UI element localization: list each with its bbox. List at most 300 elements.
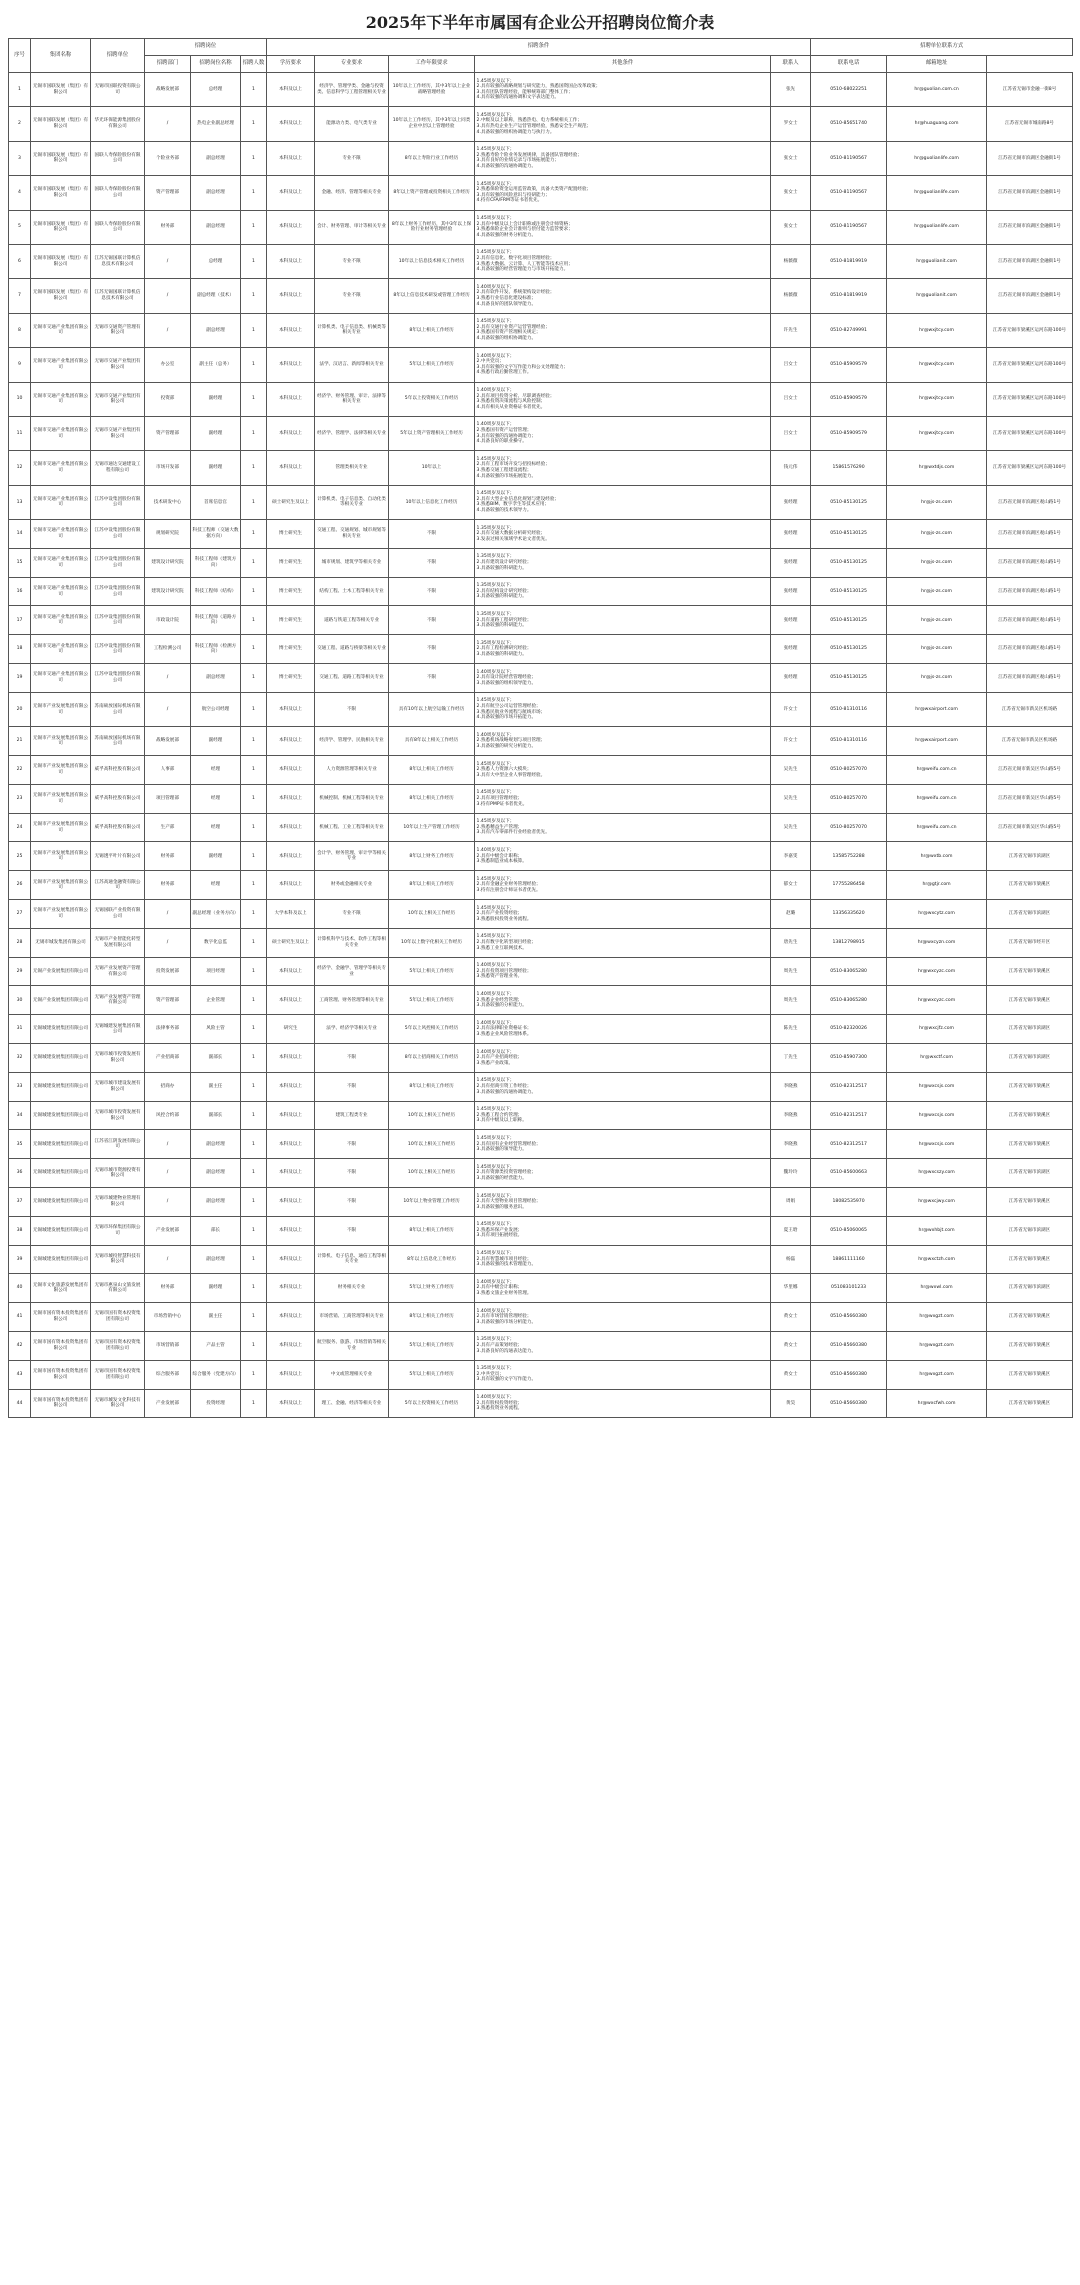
cell-unit: 无锡市国有资本投资集团有限公司 xyxy=(91,1360,145,1389)
cell-contact: 张女士 xyxy=(771,176,811,210)
cell-unit: 无锡市城市投资发展有限公司 xyxy=(91,1044,145,1073)
table-row xyxy=(9,900,1073,929)
other-condition-line: 2.具有建筑设计研究经验； xyxy=(476,559,532,565)
other-condition-line: 2.具有工程市场开发与招投标经验； xyxy=(476,462,550,468)
cell-phone: 13585752288 xyxy=(811,842,887,871)
cell-addr: 江苏省无锡市经开区 xyxy=(987,928,1073,957)
cell-contact: 吕女士 xyxy=(771,348,811,382)
cell-addr: 江苏省无锡市滨湖区金融街1号 xyxy=(987,141,1073,175)
cell-no: 29 xyxy=(9,957,31,986)
other-condition-line: 3.具备较强的科研能力。 xyxy=(476,594,527,600)
table-row xyxy=(9,244,1073,278)
cell-group: 无锡城建发展集团有限公司 xyxy=(31,1044,91,1073)
cell-major: 城市规划、建筑学等相关专业 xyxy=(315,548,389,577)
cell-work: 10年以上 xyxy=(389,451,475,485)
cell-work: 8年以上招商相关工作经历 xyxy=(389,1044,475,1073)
cell-unit: 国联人寿保险股份有限公司 xyxy=(91,176,145,210)
other-condition-line: 3.熟悉行业信息化建设标准； xyxy=(476,296,537,302)
cell-edu: 本科及以上 xyxy=(267,727,315,756)
cell-contact: 魏玲玲 xyxy=(771,1159,811,1188)
cell-edu: 博士研究生 xyxy=(267,664,315,693)
cell-major: 工商管理、财务管理等相关专业 xyxy=(315,986,389,1015)
cell-unit: 江苏中设集团股份有限公司 xyxy=(91,485,145,519)
other-condition-line: 3.具备较强的经营能力。 xyxy=(476,1175,527,1181)
cell-unit: 无锡市通达交通建设工程有限公司 xyxy=(91,451,145,485)
cell-major: 建筑工程类专业 xyxy=(315,1101,389,1130)
cell-post: 副主任 xyxy=(191,1303,241,1332)
cell-major: 专业不限 xyxy=(315,279,389,313)
other-condition-line: 2.中级及以上职称，熟悉热电、电力系统相关工作； xyxy=(476,118,582,124)
cell-post: 副总经理（业务方向） xyxy=(191,900,241,929)
cell-major: 专业不限 xyxy=(315,244,389,278)
cell-phone: 0510-85909579 xyxy=(811,382,887,416)
cell-edu: 本科及以上 xyxy=(267,1303,315,1332)
cell-dept: 资产管理部 xyxy=(145,416,191,450)
cell-phone: 0510-82312517 xyxy=(811,1072,887,1101)
cell-dept: 项目管理部 xyxy=(145,784,191,813)
cell-edu: 本科及以上 xyxy=(267,1130,315,1159)
other-condition-line: 3.具备较强的研究分析能力。 xyxy=(476,743,537,749)
cell-num: 1 xyxy=(241,900,267,929)
cell-contact: 杨薇薇 xyxy=(771,279,811,313)
cell-num: 1 xyxy=(241,1331,267,1360)
cell-major: 理工、金融、经济等相关专业 xyxy=(315,1389,389,1418)
cell-dept: 投资部 xyxy=(145,382,191,416)
cell-major: 不限 xyxy=(315,692,389,726)
cell-num: 1 xyxy=(241,784,267,813)
cell-email: hr@wxairport.com xyxy=(887,727,987,756)
cell-major: 经济学、金融学、管理学等相关专业 xyxy=(315,957,389,986)
cell-work: 8年以上相关工作经历 xyxy=(389,313,475,347)
cell-post: 科技工程师（道路方向） xyxy=(191,606,241,635)
cell-phone: 0510-85660380 xyxy=(811,1331,887,1360)
table-row xyxy=(9,451,1073,485)
cell-major: 市场营销、工商管理等相关专业 xyxy=(315,1303,389,1332)
cell-major: 计算机类、电子信息类、自动化类等相关专业 xyxy=(315,485,389,519)
cell-unit: 苏南硕放国际机场有限公司 xyxy=(91,727,145,756)
cell-other xyxy=(475,279,771,313)
cell-other xyxy=(475,520,771,549)
other-condition-line: 3.持有注册会计师证书者优先。 xyxy=(476,887,541,893)
cell-unit: 江苏中设集团股份有限公司 xyxy=(91,664,145,693)
cell-group: 无锡市国联发展（集团）有限公司 xyxy=(31,279,91,313)
other-condition-line: 3.熟悉工业互联网技术。 xyxy=(476,945,527,951)
cell-addr: 江苏省无锡市滨湖区观山路1号 xyxy=(987,664,1073,693)
other-condition-line: 2.具有设计院经营管理经验； xyxy=(476,675,537,681)
cell-unit: 江苏中设集团股份有限公司 xyxy=(91,520,145,549)
cell-work: 5年以上相关工作经历 xyxy=(389,986,475,1015)
cell-phone: 0510-85130125 xyxy=(811,485,887,519)
other-condition-line: 1.40周岁及以下； xyxy=(476,669,515,675)
cell-unit: 华光环保能源集团股份有限公司 xyxy=(91,107,145,141)
page-title: 2025年下半年市属国有企业公开招聘岗位简介表 xyxy=(365,13,715,32)
other-condition-line: 1.40周岁及以下； xyxy=(476,847,515,853)
cell-num: 1 xyxy=(241,957,267,986)
cell-email: hr@js-zs.com xyxy=(887,485,987,519)
cell-phone: 0510-81310116 xyxy=(811,727,887,756)
cell-edu: 博士研究生 xyxy=(267,548,315,577)
cell-other xyxy=(475,107,771,141)
cell-edu: 本科及以上 xyxy=(267,1331,315,1360)
cell-phone: 13812798915 xyxy=(811,928,887,957)
cell-major: 能源动力类、电气类专业 xyxy=(315,107,389,141)
cell-no: 3 xyxy=(9,141,31,175)
cell-num: 1 xyxy=(241,1101,267,1130)
other-condition-line: 2.具有资源类投资管理经验； xyxy=(476,1170,537,1176)
other-condition-line: 2.具有信息化、数字化项目管理经验； xyxy=(476,256,555,262)
cell-phone: 0510-80257070 xyxy=(811,813,887,842)
cell-num: 1 xyxy=(241,1188,267,1217)
cell-edu: 本科及以上 xyxy=(267,313,315,347)
cell-no: 27 xyxy=(9,900,31,929)
cell-unit: 无锡城建发展集团有限公司 xyxy=(91,1015,145,1044)
other-condition-line: 2.具有中级会计职称； xyxy=(476,1285,523,1291)
cell-no: 9 xyxy=(9,348,31,382)
cell-num: 1 xyxy=(241,416,267,450)
other-condition-line: 1.40周岁及以下； xyxy=(476,963,515,969)
cell-no: 42 xyxy=(9,1331,31,1360)
cell-dept: / xyxy=(145,1159,191,1188)
header-other: 其他条件 xyxy=(475,56,771,73)
cell-unit: 江苏高通金融资有限公司 xyxy=(91,871,145,900)
other-condition-line: 1.45周岁及以下； xyxy=(476,790,515,796)
cell-other xyxy=(475,1245,771,1274)
cell-other xyxy=(475,664,771,693)
cell-no: 4 xyxy=(9,176,31,210)
cell-group: 无锡市国有资本投资集团有限公司 xyxy=(31,1331,91,1360)
cell-num: 1 xyxy=(241,813,267,842)
cell-major: 会计、财务管理、审计等相关专业 xyxy=(315,210,389,244)
other-condition-line: 3.熟悉民航业务流程与航线市场； xyxy=(476,709,546,715)
other-condition-line: 1.35周岁及以下； xyxy=(476,1366,515,1372)
cell-unit: 威孚高科控股有限公司 xyxy=(91,813,145,842)
cell-num: 1 xyxy=(241,928,267,957)
cell-num: 1 xyxy=(241,727,267,756)
cell-group: 无锡市交通产业集团有限公司 xyxy=(31,664,91,693)
cell-other xyxy=(475,1216,771,1245)
cell-contact: 李嘉雯 xyxy=(771,842,811,871)
cell-email: hr@wxcsjs.com xyxy=(887,1072,987,1101)
cell-dept: 市场开发部 xyxy=(145,451,191,485)
cell-dept: 财务部 xyxy=(145,1274,191,1303)
cell-other xyxy=(475,692,771,726)
cell-num: 1 xyxy=(241,1360,267,1389)
cell-dept: 生产部 xyxy=(145,813,191,842)
cell-dept: 资产管理部 xyxy=(145,176,191,210)
other-condition-line: 3.具备较强的服务意识。 xyxy=(476,1204,527,1210)
other-condition-line: 3.熟悉BIM、数字孪生等技术应用； xyxy=(476,502,550,508)
cell-num: 1 xyxy=(241,548,267,577)
cell-no: 12 xyxy=(9,451,31,485)
cell-dept: / xyxy=(145,107,191,141)
cell-contact: 黄女士 xyxy=(771,1360,811,1389)
other-condition-line: 3.熟悉投资业务流程。 xyxy=(476,1406,523,1412)
cell-num: 1 xyxy=(241,1072,267,1101)
cell-group: 无锡市产业发展集团有限公司 xyxy=(31,842,91,871)
cell-edu: 本科及以上 xyxy=(267,1159,315,1188)
cell-num: 1 xyxy=(241,1015,267,1044)
cell-contact: 吴先生 xyxy=(771,784,811,813)
other-condition-line: 3.具备较强的科研能力。 xyxy=(476,623,527,629)
cell-major: 不限 xyxy=(315,1044,389,1073)
cell-edu: 本科及以上 xyxy=(267,1072,315,1101)
other-condition-line: 1.40周岁及以下； xyxy=(476,1395,515,1401)
cell-edu: 本科及以上 xyxy=(267,784,315,813)
cell-work: 8年以上相关工作经历 xyxy=(389,784,475,813)
other-condition-line: 2.具有大型企业信息化规划与建设经验； xyxy=(476,496,560,502)
cell-num: 1 xyxy=(241,1389,267,1418)
cell-no: 2 xyxy=(9,107,31,141)
other-condition-line: 1.45周岁及以下； xyxy=(476,216,515,222)
table-row xyxy=(9,957,1073,986)
other-condition-line: 1.45周岁及以下； xyxy=(476,112,515,118)
cell-major: 专业不限 xyxy=(315,900,389,929)
other-condition-line: 2.具有软件开发、系统架构设计经验； xyxy=(476,290,555,296)
other-condition-line: 1.40周岁及以下； xyxy=(476,1308,515,1314)
cell-dept: / xyxy=(145,1130,191,1159)
cell-addr: 江苏省无锡市滨湖区 xyxy=(987,1044,1073,1073)
table-row xyxy=(9,784,1073,813)
cell-no: 17 xyxy=(9,606,31,635)
cell-work: 5年以上资产管理相关工作经历 xyxy=(389,416,475,450)
cell-group: 无锡市产业发展集团有限公司 xyxy=(31,727,91,756)
table-body xyxy=(9,73,1073,1418)
cell-post: 企业管理 xyxy=(191,986,241,1015)
cell-other xyxy=(475,210,771,244)
other-condition-line: 2.熟悉企业经营管理； xyxy=(476,997,523,1003)
cell-group: 无锡市国联发展（集团）有限公司 xyxy=(31,176,91,210)
other-condition-line: 2.具有国有企业经营管理经验； xyxy=(476,1141,541,1147)
cell-work: 不限 xyxy=(389,577,475,606)
cell-phone: 0510-82320026 xyxy=(811,1015,887,1044)
other-condition-line: 1.35周岁及以下； xyxy=(476,611,515,617)
other-condition-line: 1.45周岁及以下； xyxy=(476,905,515,911)
cell-contact: 李晓燕 xyxy=(771,1130,811,1159)
cell-num: 1 xyxy=(241,986,267,1015)
cell-phone: 0510-85660380 xyxy=(811,1389,887,1418)
cell-email: hr@wxcytz.com xyxy=(887,900,987,929)
cell-work: 5年以上相关工作经历 xyxy=(389,1360,475,1389)
cell-addr: 江苏省无锡市滨湖区观山路1号 xyxy=(987,485,1073,519)
cell-other xyxy=(475,900,771,929)
cell-work: 8年以上信息化工作经历 xyxy=(389,1245,475,1274)
cell-contact: 张经理 xyxy=(771,485,811,519)
cell-no: 44 xyxy=(9,1389,31,1418)
cell-unit: 江苏无锡国联计算机信息技术有限公司 xyxy=(91,279,145,313)
cell-phone: 051083101233 xyxy=(811,1274,887,1303)
cell-unit: 无锡市环保集团有限公司 xyxy=(91,1216,145,1245)
table-row xyxy=(9,871,1073,900)
cell-major: 金融、经济、管理等相关专业 xyxy=(315,176,389,210)
cell-num: 1 xyxy=(241,210,267,244)
cell-num: 1 xyxy=(241,1044,267,1073)
other-condition-line: 3.熟悉保险企业会计准则与偿付能力监管要求； xyxy=(476,227,573,233)
other-condition-line: 3.具有项目拓展经验。 xyxy=(476,1233,523,1239)
cell-no: 37 xyxy=(9,1188,31,1217)
table-row xyxy=(9,1216,1073,1245)
cell-addr: 江苏省无锡市新吴区机场路 xyxy=(987,692,1073,726)
table-row xyxy=(9,1130,1073,1159)
cell-edu: 本科及以上 xyxy=(267,1188,315,1217)
other-condition-line: 3.具有较强的文字写作能力。 xyxy=(476,1377,537,1383)
other-condition-line: 1.40周岁及以下； xyxy=(476,1279,515,1285)
cell-post: 热电企业副总经理 xyxy=(191,107,241,141)
cell-phone: 0510-81310116 xyxy=(811,692,887,726)
cell-group: 无锡城建发展集团有限公司 xyxy=(31,1072,91,1101)
cell-major: 不限 xyxy=(315,1188,389,1217)
cell-email: hr@wxjtcy.com xyxy=(887,382,987,416)
cell-post: 投资经理 xyxy=(191,1389,241,1418)
cell-work: 5年以上相关工作经历 xyxy=(389,957,475,986)
cell-group: 无锡市交通产业集团有限公司 xyxy=(31,577,91,606)
cell-phone: 0510-80257070 xyxy=(811,784,887,813)
cell-unit: 江苏无锡国联计算机信息技术有限公司 xyxy=(91,244,145,278)
header-email: 邮箱地址 xyxy=(887,56,987,73)
cell-post: 部长 xyxy=(191,1216,241,1245)
cell-email: hr@wxgzt.com xyxy=(887,1360,987,1389)
cell-no: 35 xyxy=(9,1130,31,1159)
cell-email: hr@guolianit.com xyxy=(887,244,987,278)
cell-unit: 无锡市交通产业集团有限公司 xyxy=(91,382,145,416)
other-condition-line: 3.具有较强的沟通协调能力； xyxy=(476,433,537,439)
cell-work: 8年以上资产管理或投资相关工作经历 xyxy=(389,176,475,210)
cell-addr: 江苏省无锡市滨湖区金融街1号 xyxy=(987,279,1073,313)
table-row xyxy=(9,1274,1073,1303)
cell-email: hr@guolianlife.com xyxy=(887,176,987,210)
other-condition-line: 3.具备较强的分析能力。 xyxy=(476,1003,527,1009)
cell-dept: 技术研发中心 xyxy=(145,485,191,519)
table-row xyxy=(9,1159,1073,1188)
cell-contact: 李晓燕 xyxy=(771,1101,811,1130)
cell-unit: 江苏省江阴发展有限公司 xyxy=(91,1130,145,1159)
cell-contact: 许女士 xyxy=(771,727,811,756)
cell-addr: 江苏省无锡市金融一街8号 xyxy=(987,73,1073,107)
cell-other xyxy=(475,813,771,842)
cell-work: 具有8年以上相关工作经历 xyxy=(389,727,475,756)
other-condition-line: 3.具有良好的业绩记录与市场拓展能力； xyxy=(476,158,560,164)
cell-post: 副总经理 xyxy=(191,141,241,175)
cell-edu: 本科及以上 xyxy=(267,416,315,450)
cell-num: 1 xyxy=(241,451,267,485)
cell-num: 1 xyxy=(241,1216,267,1245)
cell-no: 32 xyxy=(9,1044,31,1073)
cell-other xyxy=(475,871,771,900)
other-condition-line: 2.熟悉寿险个险业务发展规律，具备团队管理经验； xyxy=(476,152,582,158)
header-phone: 联系电话 xyxy=(811,56,887,73)
cell-edu: 本科及以上 xyxy=(267,210,315,244)
cell-addr: 江苏省无锡市滨湖区金融街1号 xyxy=(987,210,1073,244)
cell-other xyxy=(475,1389,771,1418)
cell-major: 法学、汉语言、新闻等相关专业 xyxy=(315,348,389,382)
cell-no: 11 xyxy=(9,416,31,450)
cell-contact: 张女士 xyxy=(771,141,811,175)
cell-no: 30 xyxy=(9,986,31,1015)
cell-dept: / xyxy=(145,692,191,726)
cell-dept: 产业发展部 xyxy=(145,1389,191,1418)
cell-contact: 吕女士 xyxy=(771,416,811,450)
other-condition-line: 2.具有金融企业财务管理经验； xyxy=(476,882,541,888)
other-condition-line: 4.具备较强的沟通协调能力。 xyxy=(476,164,537,170)
table-row xyxy=(9,813,1073,842)
cell-group: 无锡产业发展集团有限公司 xyxy=(31,986,91,1015)
cell-no: 7 xyxy=(9,279,31,313)
cell-group: 无锡城建发展集团有限公司 xyxy=(31,1216,91,1245)
other-condition-line: 1.45周岁及以下； xyxy=(476,147,515,153)
cell-post: 科技工程师（结构） xyxy=(191,577,241,606)
table-row xyxy=(9,1245,1073,1274)
cell-num: 1 xyxy=(241,664,267,693)
table-row xyxy=(9,692,1073,726)
cell-post: 科技工程师（交通大数据方向） xyxy=(191,520,241,549)
other-condition-line: 2.具有中级会计职称； xyxy=(476,853,523,859)
cell-major: 专业不限 xyxy=(315,141,389,175)
cell-email: hr@wxcjfz.com xyxy=(887,1015,987,1044)
cell-unit: 江苏中设集团股份有限公司 xyxy=(91,606,145,635)
cell-dept: / xyxy=(145,1188,191,1217)
cell-addr: 江苏省无锡市滨湖区观山路1号 xyxy=(987,635,1073,664)
other-condition-line: 2.熟悉人力资源六大模块； xyxy=(476,767,532,773)
cell-group: 无锡市国联发展（集团）有限公司 xyxy=(31,141,91,175)
other-condition-line: 1.45周岁及以下； xyxy=(476,250,515,256)
other-condition-line: 2.具有项目管理经验； xyxy=(476,795,523,801)
cell-addr: 江苏省无锡市新吴区机场路 xyxy=(987,727,1073,756)
cell-major: 交通工程、交通规划、城市规划等相关专业 xyxy=(315,520,389,549)
cell-post: 科技工程师（建筑方向） xyxy=(191,548,241,577)
other-condition-line: 2.熟悉保险资金运用监管政策，具备大类资产配置经验； xyxy=(476,187,592,193)
cell-contact: 张女士 xyxy=(771,210,811,244)
other-condition-line: 3.具有较强的文字写作能力和公文处理能力； xyxy=(476,364,569,370)
cell-major: 经济学、财务管理、审计、法律等相关专业 xyxy=(315,382,389,416)
cell-contact: 罗女士 xyxy=(771,107,811,141)
cell-dept: 人事部 xyxy=(145,756,191,785)
other-condition-line: 1.45周岁及以下； xyxy=(476,1107,515,1113)
table-row xyxy=(9,348,1073,382)
cell-other xyxy=(475,1015,771,1044)
cell-no: 38 xyxy=(9,1216,31,1245)
other-condition-line: 1.45周岁及以下； xyxy=(476,819,515,825)
cell-work: 8年以上财务工作经历，其中3年以上保险行业财务管理经验 xyxy=(389,210,475,244)
other-condition-line: 3.具备较强的科研能力。 xyxy=(476,565,527,571)
cell-addr: 江苏省无锡市梁溪区 xyxy=(987,1303,1073,1332)
table-row xyxy=(9,382,1073,416)
cell-no: 41 xyxy=(9,1303,31,1332)
cell-major: 计算机、电子信息、通信工程等相关专业 xyxy=(315,1245,389,1274)
cell-other xyxy=(475,1130,771,1159)
cell-edu: 本科及以上 xyxy=(267,73,315,107)
cell-edu: 硕士研究生及以上 xyxy=(267,485,315,519)
other-condition-line: 1.45周岁及以下； xyxy=(476,1164,515,1170)
table-row xyxy=(9,842,1073,871)
recruitment-table xyxy=(8,38,1073,1418)
cell-phone: 0510-81819919 xyxy=(811,279,887,313)
cell-other xyxy=(475,244,771,278)
cell-other xyxy=(475,1159,771,1188)
cell-post: 经理 xyxy=(191,756,241,785)
cell-contact: 杨薇薇 xyxy=(771,244,811,278)
other-condition-line: 4.具备良好的职业操守。 xyxy=(476,439,527,445)
cell-major: 会计学、财务管理、审计学等相关专业 xyxy=(315,842,389,871)
cell-email: hr@wxjtcy.com xyxy=(887,348,987,382)
other-condition-line: 4.具备良好的团队领导能力。 xyxy=(476,301,537,307)
cell-email: hr@wxcszy.com xyxy=(887,1159,987,1188)
cell-work: 具有10年以上航空运输工作经历 xyxy=(389,692,475,726)
cell-group: 无锡市产业发展集团有限公司 xyxy=(31,871,91,900)
cell-no: 19 xyxy=(9,664,31,693)
cell-phone: 0510-81819919 xyxy=(811,244,887,278)
cell-addr: 江苏省无锡市梁溪区运河东路100号 xyxy=(987,313,1073,347)
other-condition-line: 2.具有产品策划经验； xyxy=(476,1343,523,1349)
cell-dept: 建筑设计研究院 xyxy=(145,548,191,577)
